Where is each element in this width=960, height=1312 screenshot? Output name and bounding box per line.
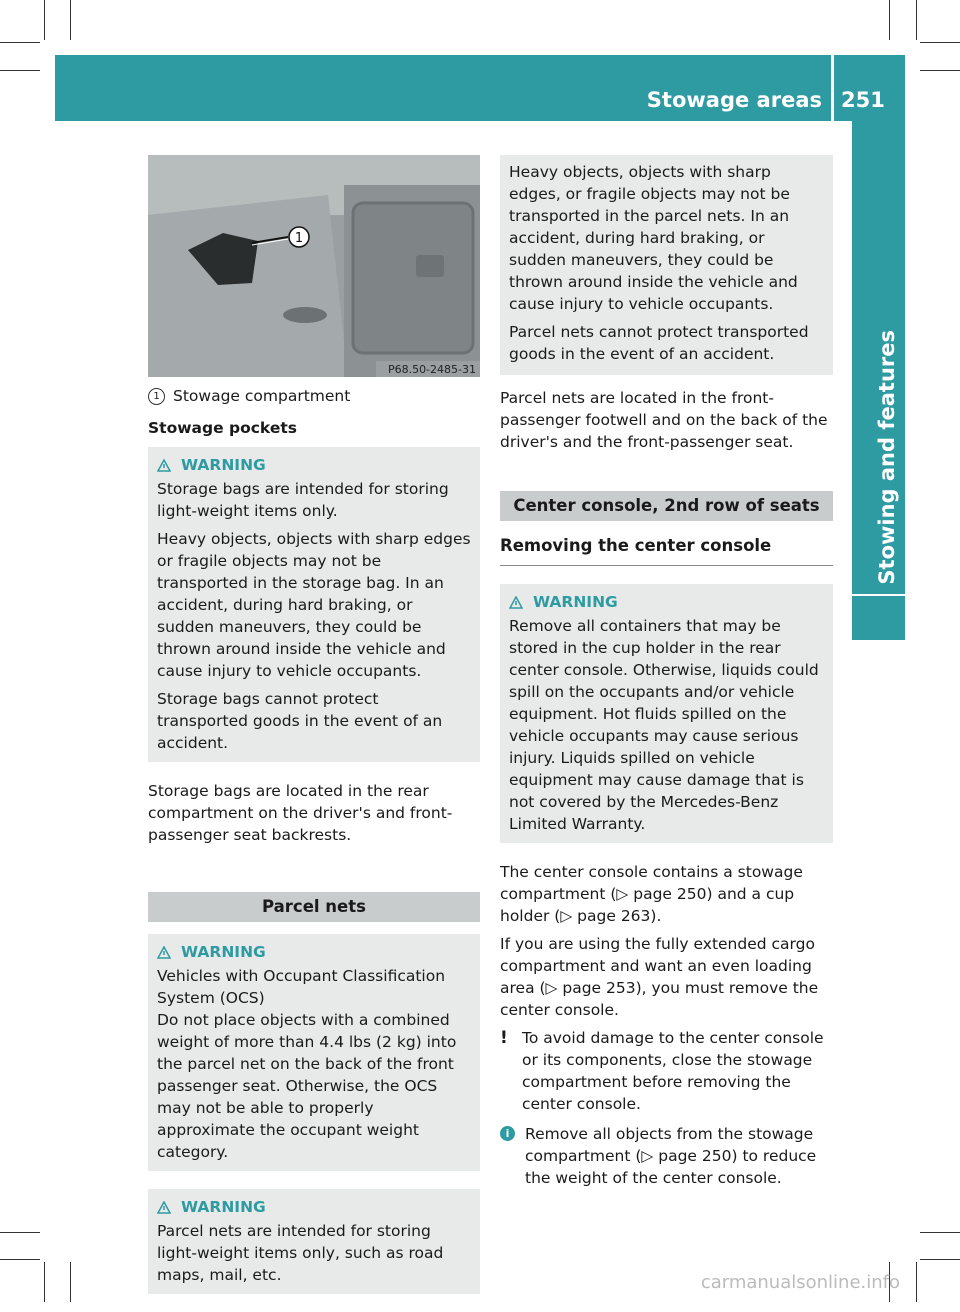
subsection-heading: Removing the center console xyxy=(500,529,833,566)
console-text: If you are using the fully extended cargo compartment and want an even loading area (▷ page 253), you must remove the center console. xyxy=(500,935,819,1019)
left-column xyxy=(148,155,480,1312)
stowage-compartment-illustration xyxy=(148,155,480,377)
caution-icon: ! xyxy=(500,1028,508,1048)
warning-text: Parcel nets are intended for storing light-weight items only, such as road maps, mail, etc. xyxy=(157,1222,444,1284)
warning-text: Remove all containers that may be stored in the cup holder in the rear center console. Otherwise, liquids could spill on the occupants and/or vehicle equipment. Hot fluids spilled on the vehicle occupants may cause serious injury. Liquids spilled on vehicle equipment may cause damage that is not covered by the Mercedes-Benz Limited Warranty. xyxy=(509,617,819,833)
stowage-photo xyxy=(148,155,480,377)
storage-bags-text: Storage bags are located in the rear compartment on the driver's and front-passenger seat backrests. xyxy=(148,782,453,844)
figure-callout: 1 xyxy=(294,231,304,246)
crop-mark xyxy=(70,0,71,40)
warning-label: WARNING xyxy=(181,1198,266,1216)
crop-mark xyxy=(44,1262,45,1302)
warning-text: Parcel nets cannot protect transported goods in the event of an accident. xyxy=(509,323,809,363)
figure-caption xyxy=(148,385,480,407)
warning-text: Vehicles with Occupant Classification System (OCS) xyxy=(157,967,446,1007)
crop-mark xyxy=(0,70,40,71)
warning-box xyxy=(148,934,480,1171)
console-text: The center console contains a stowage compartment (▷ page 250) and a cup holder (▷ page 263). xyxy=(500,863,803,925)
warning-header xyxy=(509,591,825,613)
image-code: P68.50-2485-31 xyxy=(387,363,476,376)
header-separator xyxy=(831,55,834,121)
right-column xyxy=(500,155,833,1197)
warning-box xyxy=(148,447,480,762)
warning-box-continued xyxy=(500,155,833,375)
caution-text: To avoid damage to the center console or its components, close the stowage compartment before removing the center console. xyxy=(522,1029,824,1113)
side-tab-marker xyxy=(852,596,905,640)
crop-mark xyxy=(920,1259,960,1260)
crop-mark xyxy=(70,1262,71,1302)
warning-label: WARNING xyxy=(181,943,266,961)
caution-note xyxy=(500,1027,833,1115)
warning-text: Heavy objects, objects with sharp edges, or fragile objects may not be transported in the parcel nets. In an accident, during hard braking, or sudden maneuvers, they could be thrown around inside the vehicle and cause injury to vehicle occupants. xyxy=(509,163,798,313)
crop-mark xyxy=(0,1232,40,1233)
warning-header xyxy=(157,1196,472,1218)
warning-text: Do not place objects with a combined weight of more than 4.4 lbs (2 kg) into the parcel net on the back of the front passenger seat. Otherwise, the OCS may not be able to properly approximate the occupant weight category. xyxy=(157,1011,457,1161)
info-note xyxy=(500,1123,833,1189)
parcel-nets-heading: Parcel nets xyxy=(148,892,480,922)
warning-text: Heavy objects, objects with sharp edges or fragile objects may not be transported in the storage bag. In an accident, during hard braking, or sudden maneuvers, they could be thrown around inside the vehicle and cause injury to vehicle occupants. xyxy=(157,530,471,680)
info-icon: i xyxy=(500,1126,515,1141)
warning-text: Storage bags cannot protect transported goods in the event of an accident. xyxy=(157,690,443,752)
running-title: Stowage areas xyxy=(646,88,822,112)
crop-mark xyxy=(920,1232,960,1233)
watermark: carmanualsonline.info xyxy=(700,1272,900,1293)
warning-label: WARNING xyxy=(533,593,618,611)
crop-mark xyxy=(44,0,45,40)
caption-text: Stowage compartment xyxy=(173,387,351,405)
warning-triangle-icon xyxy=(509,596,523,609)
warning-box xyxy=(148,1189,480,1294)
crop-mark xyxy=(889,0,890,40)
warning-triangle-icon xyxy=(157,946,171,959)
warning-text: Storage bags are intended for storing light-weight items only. xyxy=(157,480,449,520)
crop-mark xyxy=(920,70,960,71)
warning-label: WARNING xyxy=(181,456,266,474)
crop-mark xyxy=(916,1262,917,1302)
side-tab-label: Stowing and features xyxy=(875,330,899,585)
warning-header xyxy=(157,941,472,963)
crop-mark xyxy=(0,42,40,43)
stowage-pockets-heading: Stowage pockets xyxy=(148,419,297,437)
section-heading: Center console, 2nd row of seats xyxy=(500,491,833,521)
warning-triangle-icon xyxy=(157,1201,171,1214)
caption-number: 1 xyxy=(148,388,165,405)
parcel-location-text: Parcel nets are located in the front-passenger footwell and on the back of the driver's and the front-passenger seat. xyxy=(500,389,828,451)
page-number: 251 xyxy=(841,88,885,112)
warning-triangle-icon xyxy=(157,459,171,472)
warning-header xyxy=(157,454,472,476)
crop-mark xyxy=(916,0,917,40)
info-text: Remove all objects from the stowage compartment (▷ page 250) to reduce the weight of the center console. xyxy=(525,1125,817,1187)
side-tab-label-wrap xyxy=(852,130,905,585)
crop-mark xyxy=(0,1259,40,1260)
crop-mark xyxy=(920,42,960,43)
warning-box xyxy=(500,584,833,843)
